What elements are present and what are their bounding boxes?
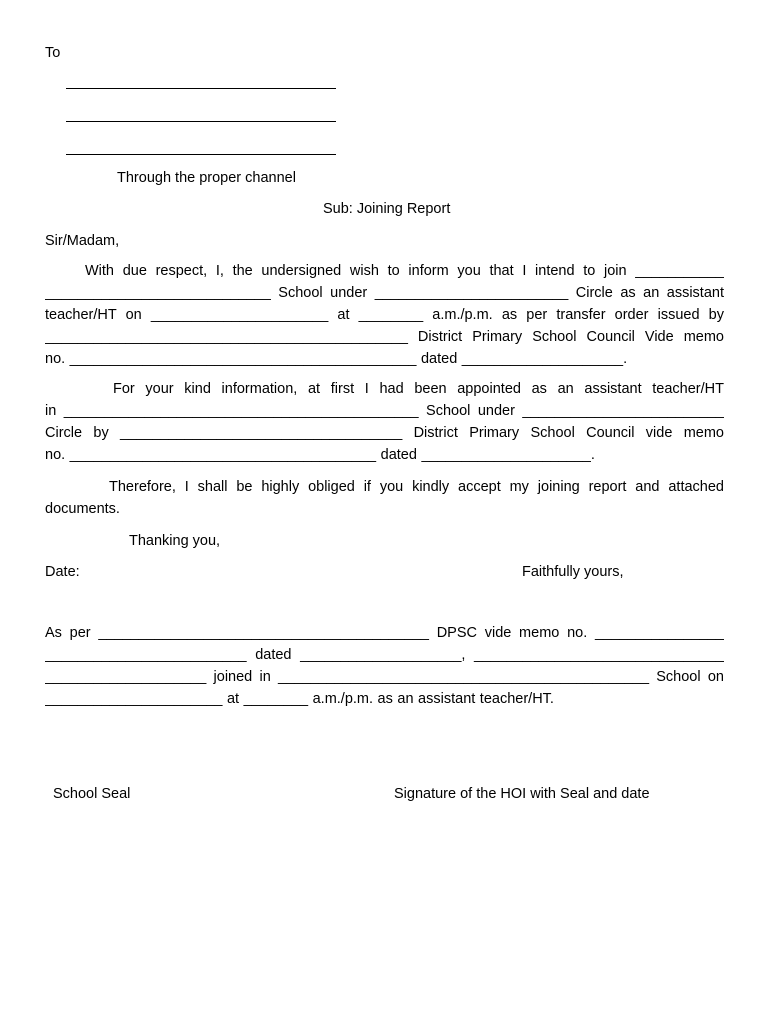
paragraph-request — [45, 476, 724, 520]
paragraph-line: no. ______________________________________ dated _____________________. — [45, 447, 595, 463]
closing-line: Faithfully yours, — [522, 564, 624, 580]
paragraph-endorsement — [45, 622, 724, 710]
paragraph-line: As per _________________________________________ DPSC vide memo no. ________________ — [45, 625, 724, 641]
date-label: Date: — [45, 564, 80, 580]
paragraph-line: ____________________ joined in ______________________________________________ School on — [45, 669, 724, 685]
subject-line: Sub: Joining Report — [323, 201, 451, 217]
paragraph-line: ____________________________ School under ________________________ Circle as an assistant — [45, 285, 724, 301]
paragraph-line: For your kind information, at first I had been appointed as an assistant teacher/HT — [113, 381, 724, 397]
paragraph-line: ______________________ at ________ a.m./p.m. as an assistant teacher/HT. — [45, 691, 554, 707]
paragraph-line: teacher/HT on ______________________ at ________ a.m./p.m. as per transfer order issued by — [45, 307, 724, 323]
hoi-signature-label: Signature of the HOI with Seal and date — [394, 786, 650, 802]
paragraph-line: no. ___________________________________________ dated ____________________. — [45, 351, 628, 367]
paragraph-line: Therefore, I shall be highly obliged if you kindly accept my joining report and attached — [109, 479, 724, 495]
through-channel: Through the proper channel — [117, 170, 296, 186]
address-line-2 — [66, 121, 336, 122]
paragraph-joining-intent — [45, 260, 724, 370]
paragraph-line: With due respect, I, the undersigned wish to inform you that I intend to join ___________ — [85, 263, 724, 279]
paragraph-line: Circle by ___________________________________ District Primary School Council vide memo — [45, 425, 724, 441]
address-line-3 — [66, 154, 336, 155]
paragraph-line: in ____________________________________________ School under _________________________ — [45, 403, 724, 419]
salutation: Sir/Madam, — [45, 233, 120, 249]
paragraph-line: _________________________ dated ____________________, _______________________________ — [45, 647, 724, 663]
thanking-line: Thanking you, — [129, 533, 221, 549]
address-line-1 — [66, 88, 336, 89]
paragraph-line: _____________________________________________ District Primary School Council Vide memo — [45, 329, 724, 345]
to-label: To — [45, 45, 61, 61]
school-seal-label: School Seal — [53, 786, 131, 802]
paragraph-line: documents. — [45, 501, 120, 517]
paragraph-first-appointment — [45, 378, 724, 466]
